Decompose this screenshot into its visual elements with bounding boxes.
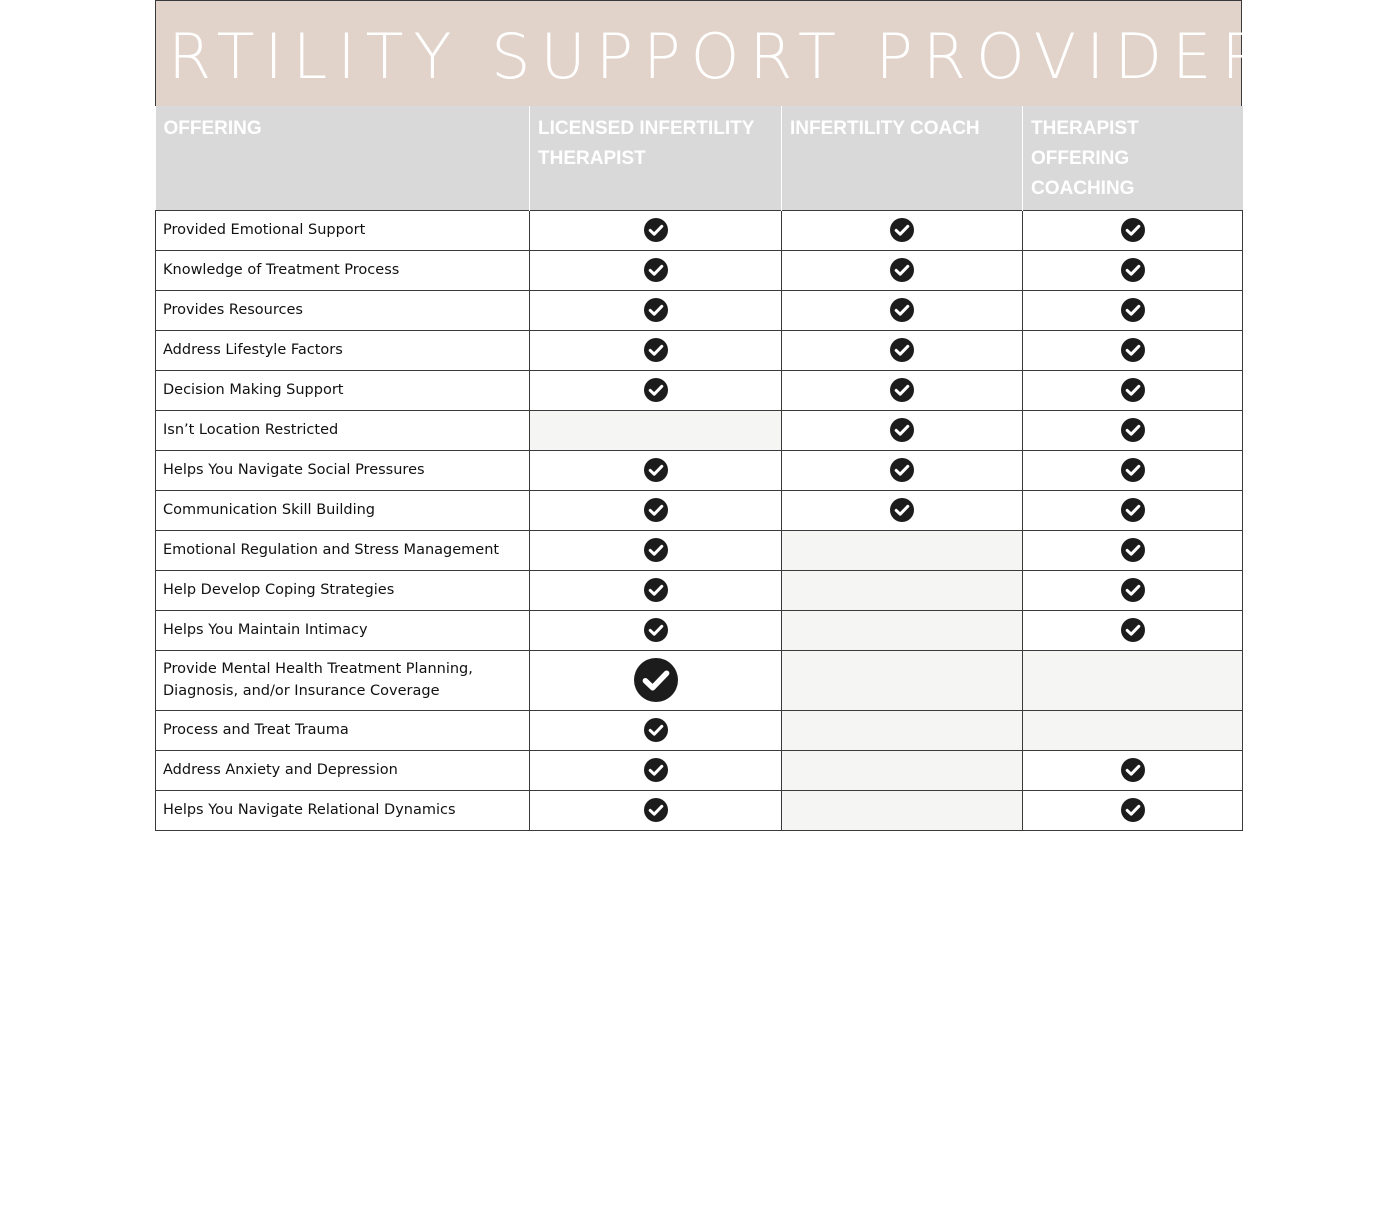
check-circle-icon bbox=[644, 498, 668, 522]
offering-label: Process and Treat Trauma bbox=[156, 710, 530, 750]
column-header-therapist-coaching: THERAPIST OFFERING COACHING bbox=[1023, 106, 1243, 210]
cell-infertility-coach bbox=[782, 490, 1023, 530]
cell-licensed-therapist bbox=[530, 210, 782, 250]
cell-infertility-coach bbox=[782, 610, 1023, 650]
cell-infertility-coach bbox=[782, 650, 1023, 710]
offering-label: Decision Making Support bbox=[156, 370, 530, 410]
table-header bbox=[156, 106, 1243, 210]
check-circle-icon bbox=[634, 658, 678, 702]
check-circle-icon bbox=[1121, 298, 1145, 322]
cell-licensed-therapist bbox=[530, 710, 782, 750]
comparison-table bbox=[155, 106, 1243, 831]
table-row bbox=[156, 370, 1243, 410]
cell-therapist-coaching bbox=[1023, 790, 1243, 830]
check-circle-icon bbox=[890, 498, 914, 522]
cell-infertility-coach bbox=[782, 790, 1023, 830]
cell-infertility-coach bbox=[782, 410, 1023, 450]
table-row bbox=[156, 410, 1243, 450]
cell-licensed-therapist bbox=[530, 370, 782, 410]
cell-licensed-therapist bbox=[530, 450, 782, 490]
cell-infertility-coach bbox=[782, 450, 1023, 490]
cell-infertility-coach bbox=[782, 750, 1023, 790]
cell-therapist-coaching bbox=[1023, 570, 1243, 610]
check-circle-icon bbox=[890, 458, 914, 482]
cell-licensed-therapist bbox=[530, 290, 782, 330]
cell-therapist-coaching bbox=[1023, 490, 1243, 530]
cell-licensed-therapist bbox=[530, 750, 782, 790]
header-row bbox=[156, 106, 1243, 210]
column-header-infertility-coach: INFERTILITY COACH bbox=[782, 106, 1023, 210]
offering-label: Provide Mental Health Treatment Planning, Diagnosis, and/or Insurance Coverage bbox=[156, 650, 530, 710]
cell-therapist-coaching bbox=[1023, 530, 1243, 570]
check-circle-icon bbox=[1121, 218, 1145, 242]
check-circle-icon bbox=[644, 578, 668, 602]
table-row bbox=[156, 710, 1243, 750]
cell-infertility-coach bbox=[782, 210, 1023, 250]
title-banner bbox=[73, 0, 1324, 106]
offering-label: Emotional Regulation and Stress Management bbox=[156, 530, 530, 570]
offering-label: Knowledge of Treatment Process bbox=[156, 250, 530, 290]
check-circle-icon bbox=[644, 298, 668, 322]
cell-licensed-therapist bbox=[530, 250, 782, 290]
check-circle-icon bbox=[644, 218, 668, 242]
check-circle-icon bbox=[890, 378, 914, 402]
cell-therapist-coaching bbox=[1023, 750, 1243, 790]
check-circle-icon bbox=[644, 718, 668, 742]
cell-licensed-therapist bbox=[530, 530, 782, 570]
check-circle-icon bbox=[644, 538, 668, 562]
cell-licensed-therapist bbox=[530, 570, 782, 610]
check-circle-icon bbox=[1121, 258, 1145, 282]
offering-label: Helps You Navigate Relational Dynamics bbox=[156, 790, 530, 830]
check-circle-icon bbox=[644, 458, 668, 482]
table-body bbox=[156, 210, 1243, 830]
check-circle-icon bbox=[1121, 758, 1145, 782]
table-row bbox=[156, 210, 1243, 250]
check-circle-icon bbox=[890, 338, 914, 362]
cell-licensed-therapist bbox=[530, 490, 782, 530]
cell-therapist-coaching bbox=[1023, 290, 1243, 330]
column-header-licensed-therapist: LICENSED INFERTILITY THERAPIST bbox=[530, 106, 782, 210]
check-circle-icon bbox=[644, 618, 668, 642]
cell-infertility-coach bbox=[782, 330, 1023, 370]
cell-therapist-coaching bbox=[1023, 210, 1243, 250]
cell-licensed-therapist bbox=[530, 410, 782, 450]
check-circle-icon bbox=[890, 218, 914, 242]
cell-therapist-coaching bbox=[1023, 370, 1243, 410]
offering-label: Helps You Maintain Intimacy bbox=[156, 610, 530, 650]
column-header-offering: OFFERING bbox=[156, 106, 530, 210]
check-circle-icon bbox=[1121, 418, 1145, 442]
cell-infertility-coach bbox=[782, 710, 1023, 750]
comparison-sheet bbox=[73, 0, 1324, 831]
page-title: FERTILITY SUPPORT PROVIDERS bbox=[73, 19, 1324, 93]
cell-therapist-coaching bbox=[1023, 450, 1243, 490]
offering-label: Address Lifestyle Factors bbox=[156, 330, 530, 370]
table-row bbox=[156, 490, 1243, 530]
check-circle-icon bbox=[1121, 578, 1145, 602]
check-circle-icon bbox=[1121, 338, 1145, 362]
table-row bbox=[156, 250, 1243, 290]
cell-licensed-therapist bbox=[530, 610, 782, 650]
offering-label: Help Develop Coping Strategies bbox=[156, 570, 530, 610]
table-row bbox=[156, 530, 1243, 570]
cell-infertility-coach bbox=[782, 250, 1023, 290]
table-row bbox=[156, 610, 1243, 650]
check-circle-icon bbox=[644, 758, 668, 782]
table-row bbox=[156, 570, 1243, 610]
cell-therapist-coaching bbox=[1023, 250, 1243, 290]
check-circle-icon bbox=[1121, 458, 1145, 482]
table-row bbox=[156, 790, 1243, 830]
cell-infertility-coach bbox=[782, 370, 1023, 410]
cell-infertility-coach bbox=[782, 530, 1023, 570]
table-row bbox=[156, 290, 1243, 330]
cell-licensed-therapist bbox=[530, 330, 782, 370]
check-circle-icon bbox=[644, 258, 668, 282]
offering-label: Provided Emotional Support bbox=[156, 210, 530, 250]
offering-label: Provides Resources bbox=[156, 290, 530, 330]
table-row bbox=[156, 330, 1243, 370]
check-circle-icon bbox=[890, 258, 914, 282]
offering-label: Address Anxiety and Depression bbox=[156, 750, 530, 790]
cell-therapist-coaching bbox=[1023, 610, 1243, 650]
cell-infertility-coach bbox=[782, 570, 1023, 610]
check-circle-icon bbox=[890, 418, 914, 442]
offering-label: Isn’t Location Restricted bbox=[156, 410, 530, 450]
table-row bbox=[156, 750, 1243, 790]
check-circle-icon bbox=[1121, 618, 1145, 642]
table-row bbox=[156, 650, 1243, 710]
check-circle-icon bbox=[1121, 538, 1145, 562]
table-row bbox=[156, 450, 1243, 490]
check-circle-icon bbox=[644, 798, 668, 822]
offering-label: Helps You Navigate Social Pressures bbox=[156, 450, 530, 490]
cell-therapist-coaching bbox=[1023, 710, 1243, 750]
check-circle-icon bbox=[890, 298, 914, 322]
cell-licensed-therapist bbox=[530, 650, 782, 710]
check-circle-icon bbox=[644, 338, 668, 362]
check-circle-icon bbox=[1121, 378, 1145, 402]
cell-therapist-coaching bbox=[1023, 330, 1243, 370]
cell-therapist-coaching bbox=[1023, 410, 1243, 450]
cell-therapist-coaching bbox=[1023, 650, 1243, 710]
cell-licensed-therapist bbox=[530, 790, 782, 830]
cell-infertility-coach bbox=[782, 290, 1023, 330]
check-circle-icon bbox=[1121, 498, 1145, 522]
check-circle-icon bbox=[644, 378, 668, 402]
offering-label: Communication Skill Building bbox=[156, 490, 530, 530]
check-circle-icon bbox=[1121, 798, 1145, 822]
